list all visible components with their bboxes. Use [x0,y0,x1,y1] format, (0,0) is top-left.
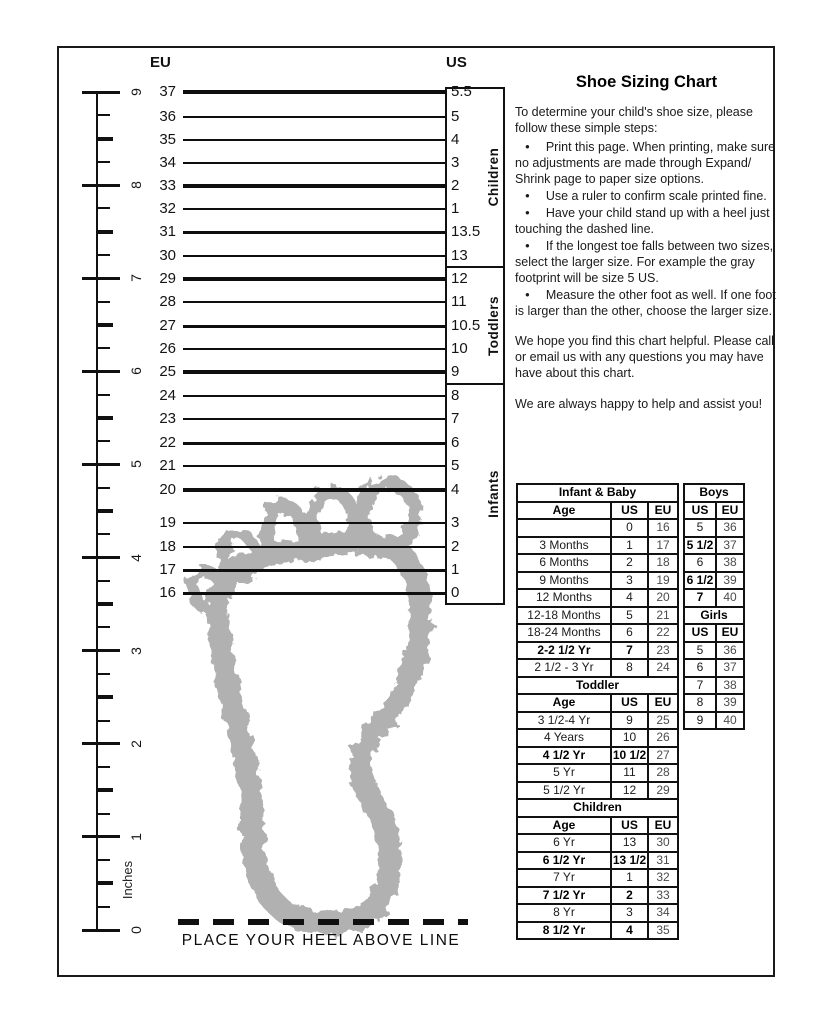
ruler-major-tick [82,742,120,745]
us-size-label: 12 [451,270,468,287]
table-row [517,659,678,677]
table-cell: 40 [716,712,744,730]
table-row [517,869,678,887]
bullet-icon: ● [525,241,530,250]
us-size-label: 10.5 [451,317,481,334]
us-size-label: 1 [451,200,460,217]
table-cell: 22 [648,624,678,642]
table-cell: 3 [611,904,648,922]
table-cell: 11 [611,764,648,782]
size-line [183,370,445,373]
ruler-half-tick [97,137,113,141]
eu-size-label: 36 [159,108,176,125]
table-cell: 8 [684,694,716,712]
eu-size-label: 18 [159,538,176,555]
size-line [183,592,445,595]
bullet-text: Have your child stand up with a heel just touching the dashed line. [515,206,770,236]
table-cell: 4 Years [517,729,611,747]
table-cell: 19 [648,572,678,590]
bullet-text: Measure the other foot as well. If one foot is larger than the other, choose the larger size. [515,288,776,318]
size-line [183,488,445,491]
table-cell: 12-18 Months [517,607,611,625]
column-header-row [517,502,678,520]
us-size-label: 5 [451,457,460,474]
column-header-cell: US [684,502,716,520]
table-cell: 27 [648,747,678,765]
ruler-quarter-tick [97,347,110,349]
table-row [517,554,678,572]
size-line [183,348,445,350]
eu-size-label: 35 [159,131,176,148]
size-line [183,546,445,548]
ruler-major-tick [82,929,120,932]
table-row [517,764,678,782]
table-cell: 6 Months [517,554,611,572]
size-line [183,139,445,141]
eu-size-label: 31 [159,223,176,240]
table-cell: 6 Yr [517,834,611,852]
us-size-label: 5 [451,108,460,125]
us-size-label: 2 [451,177,460,194]
table-cell: 30 [648,834,678,852]
ruler-half-tick [97,695,113,699]
table-cell: 12 [611,782,648,800]
size-line [183,162,445,164]
table-row [684,694,744,712]
ruler-number: 6 [128,367,144,376]
table-cell: 25 [648,712,678,730]
table-cell: 10 [611,729,648,747]
table-cell: 7 [684,589,716,607]
table-cell: 5 [684,642,716,660]
table-cell: 7 [684,677,716,695]
us-size-label: 13 [451,247,468,264]
bullet-text: Use a ruler to confirm scale printed fine. [545,189,767,203]
size-line [183,116,445,119]
table-row [517,782,678,800]
table-cell: 12 Months [517,589,611,607]
table-cell: 18-24 Months [517,624,611,642]
column-header-cell: US [611,502,648,520]
us-size-label: 0 [451,584,460,601]
size-table [683,483,745,730]
table-row [517,729,678,747]
ruler-quarter-tick [97,254,110,256]
table-cell: 28 [648,764,678,782]
us-column-header: US [446,54,467,71]
table-cell: 39 [716,572,744,590]
us-size-label: 3 [451,154,460,171]
table-cell: 20 [648,589,678,607]
size-line [183,90,445,93]
table-cell: 9 Months [517,572,611,590]
table-row [517,589,678,607]
ruler-major-tick [82,463,120,466]
closing-text-1: We hope you find this chart helpful. Please call or email us with any questions you may have have about this chart. [515,334,774,380]
eu-size-label: 25 [159,363,176,380]
ruler-quarter-tick [97,487,110,489]
table-cell: 17 [648,537,678,555]
size-line [183,569,445,572]
table-cell: 24 [648,659,678,677]
section-header-row [517,484,678,502]
heel-dashed-line [178,919,468,925]
table-cell: 40 [716,589,744,607]
table-row [517,624,678,642]
table-row [517,607,678,625]
size-line [183,208,445,210]
table-row [684,677,744,695]
eu-size-label: 33 [159,177,176,194]
column-header-cell: US [611,817,648,835]
ruler-number: 8 [128,181,144,190]
eu-size-label: 21 [159,457,176,474]
table-cell: 5 Yr [517,764,611,782]
ruler-quarter-tick [97,813,110,815]
eu-size-label: 22 [159,434,176,451]
table-cell: 26 [648,729,678,747]
table-cell: 3 [611,572,648,590]
ruler-quarter-tick [97,440,110,442]
table-cell: 3 1/2-4 Yr [517,712,611,730]
column-header-cell: EU [716,502,744,520]
size-line [183,184,445,187]
table-cell: 4 1/2 Yr [517,747,611,765]
section-header-row [517,799,678,817]
table-cell: 5 [611,607,648,625]
table-cell: 36 [716,642,744,660]
table-row [517,537,678,555]
us-box-divider [445,383,505,385]
size-line [183,325,445,328]
ruler-number: 1 [128,832,144,841]
size-line [183,465,445,468]
column-header-cell: US [611,694,648,712]
ruler-major-tick [82,370,120,373]
table-cell: 6 [684,554,716,572]
bullet-icon: ● [525,191,530,200]
table-row [684,712,744,730]
size-table [516,483,679,940]
section-header-cell: Children [517,799,678,817]
ruler-number: 2 [128,739,144,748]
table-row [684,537,744,555]
ruler-quarter-tick [97,626,110,628]
column-header-row [517,817,678,835]
table-cell: 13 1/2 [611,852,648,870]
table-cell: 38 [716,554,744,572]
table-cell: 8 [611,659,648,677]
size-line [183,522,445,524]
column-header-cell: Age [517,694,611,712]
ruler-half-tick [97,881,113,885]
ruler-half-tick [97,416,113,420]
us-size-label: 7 [451,410,460,427]
us-size-label: 10 [451,340,468,357]
table-cell: 13 [611,834,648,852]
table-cell: 37 [716,659,744,677]
table-cell: 38 [716,677,744,695]
section-header-cell: Toddler [517,677,678,695]
table-cell: 35 [648,922,678,940]
column-header-cell: US [684,624,716,642]
section-header-cell: Girls [684,607,744,625]
table-cell: 3 Months [517,537,611,555]
ruler-quarter-tick [97,533,110,535]
bullet-text: Print this page. When printing, make sure no adjustments are made through Expand/ Shrink page to paper size options. [515,140,776,186]
eu-size-label: 20 [159,481,176,498]
size-line [183,395,445,398]
table-cell: 5 1/2 [684,537,716,555]
column-header-row [517,694,678,712]
table-cell: 8 1/2 Yr [517,922,611,940]
ruler-quarter-tick [97,301,110,303]
page-title: Shoe Sizing Chart [575,73,718,91]
table-cell: 6 [684,659,716,677]
table-row [517,519,678,537]
table-cell: 16 [648,519,678,537]
table-cell: 9 [684,712,716,730]
ruler-major-tick [82,649,120,652]
column-header-cell: EU [648,694,678,712]
bullet-item [515,205,778,237]
column-header-cell: Age [517,817,611,835]
table-row [684,659,744,677]
eu-size-label: 16 [159,584,176,601]
table-cell: 1 [611,537,648,555]
ruler-major-tick [82,835,120,838]
ruler-number: 4 [128,553,144,562]
us-size-label: 4 [451,131,460,148]
eu-size-label: 30 [159,247,176,264]
ruler-quarter-tick [97,580,110,582]
eu-size-label: 26 [159,340,176,357]
table-cell: 23 [648,642,678,660]
table-cell: 2 [611,887,648,905]
size-line [183,277,445,280]
ruler-major-tick [82,277,120,280]
section-header-cell: Infant & Baby [517,484,678,502]
size-line [183,301,445,303]
ruler-number: 7 [128,274,144,283]
table-cell: 6 [611,624,648,642]
column-header-row [684,624,744,642]
table-cell: 5 1/2 Yr [517,782,611,800]
table-row [517,572,678,590]
table-row [517,834,678,852]
ruler-quarter-tick [97,207,110,209]
column-header-cell: EU [648,817,678,835]
heel-instruction-text: PLACE YOUR HEEL ABOVE LINE [181,932,461,949]
us-size-label: 8 [451,387,460,404]
us-size-label: 4 [451,481,460,498]
table-cell: 4 [611,589,648,607]
table-cell: 34 [648,904,678,922]
intro-text: To determine your child's shoe size, please follow these simple steps: [515,105,753,135]
us-size-label: 13.5 [451,223,481,240]
us-size-label: 6 [451,434,460,451]
table-cell: 9 [611,712,648,730]
table-cell: 4 [611,922,648,940]
eu-size-label: 24 [159,387,176,404]
eu-size-label: 23 [159,410,176,427]
table-cell: 18 [648,554,678,572]
column-header-cell: Age [517,502,611,520]
eu-size-label: 32 [159,200,176,217]
table-cell: 7 Yr [517,869,611,887]
table-row [684,554,744,572]
table-cell: 0 [611,519,648,537]
bullet-icon: ● [525,208,530,217]
age-group-label: Children [485,147,501,207]
table-row [517,712,678,730]
table-cell [517,519,611,537]
us-size-label: 9 [451,363,460,380]
table-cell: 7 [611,642,648,660]
ruler-unit-label: Inches [119,860,135,900]
size-line [183,255,445,257]
column-header-cell: EU [648,502,678,520]
ruler-number: 9 [128,88,144,96]
age-group-label: Toddlers [485,295,501,356]
eu-size-label: 17 [159,561,176,578]
table-row [517,904,678,922]
table-cell: 31 [648,852,678,870]
table-cell: 5 [684,519,716,537]
eu-size-label: 37 [159,83,176,100]
bullet-item [515,188,778,204]
size-table-main [516,483,679,940]
column-header-row [684,502,744,520]
us-size-label: 5.5 [451,83,472,100]
ruler-number: 0 [128,926,144,934]
table-cell: 33 [648,887,678,905]
eu-size-label: 27 [159,317,176,334]
ruler-quarter-tick [97,766,110,768]
section-header-row [684,607,744,625]
table-cell: 10 1/2 [611,747,648,765]
eu-size-label: 34 [159,154,176,171]
ruler-number: 3 [128,646,144,655]
table-row [684,519,744,537]
ruler-number: 5 [128,460,144,469]
bullet-text: If the longest toe falls between two sizes, select the larger size. For example the gray footprint will be size 5 US. [515,239,774,285]
table-cell: 7 1/2 Yr [517,887,611,905]
ruler-quarter-tick [97,720,110,722]
eu-size-label: 28 [159,293,176,310]
size-line [183,231,445,234]
ruler-major-tick [82,184,120,187]
table-cell: 2 1/2 - 3 Yr [517,659,611,677]
table-row [684,589,744,607]
table-cell: 1 [611,869,648,887]
closing-text-2: We are always happy to help and assist you! [515,397,763,411]
table-cell: 2-2 1/2 Yr [517,642,611,660]
ruler-quarter-tick [97,906,110,908]
ruler-half-tick [97,509,113,513]
table-cell: 6 1/2 Yr [517,852,611,870]
bullet-icon: ● [525,142,530,151]
table-row [517,747,678,765]
ruler-quarter-tick [97,673,110,675]
section-header-row [517,677,678,695]
eu-size-label: 29 [159,270,176,287]
size-table-side [683,483,745,730]
table-cell: 2 [611,554,648,572]
instructions-panel [515,74,778,412]
us-size-label: 3 [451,514,460,531]
ruler-half-tick [97,323,113,327]
eu-size-label: 19 [159,514,176,531]
bullet-icon: ● [525,290,530,299]
section-header-cell: Boys [684,484,744,502]
ruler-major-tick [82,91,120,94]
table-cell: 37 [716,537,744,555]
ruler-quarter-tick [97,859,110,861]
ruler-quarter-tick [97,394,110,396]
table-row [517,922,678,940]
bullet-item [515,287,778,319]
us-size-label: 2 [451,538,460,555]
bullet-item [515,139,778,187]
bullet-list [515,139,778,319]
ruler-half-tick [97,602,113,606]
bullet-item [515,238,778,286]
ruler-major-tick [82,556,120,559]
ruler-quarter-tick [97,114,110,116]
table-row [684,642,744,660]
ruler-half-tick [97,788,113,792]
table-cell: 29 [648,782,678,800]
size-line [183,418,445,420]
table-row [517,642,678,660]
table-cell: 32 [648,869,678,887]
eu-column-header: EU [150,54,171,71]
column-header-cell: EU [716,624,744,642]
ruler-quarter-tick [97,161,110,163]
table-cell: 36 [716,519,744,537]
table-cell: 8 Yr [517,904,611,922]
us-box-divider [445,266,505,268]
section-header-row [684,484,744,502]
us-size-label: 11 [451,293,467,310]
table-row [684,572,744,590]
us-size-label: 1 [451,561,460,578]
table-cell: 39 [716,694,744,712]
table-cell: 21 [648,607,678,625]
table-row [517,887,678,905]
ruler-half-tick [97,230,113,234]
table-row [517,852,678,870]
age-group-label: Infants [485,469,501,518]
size-line [183,442,445,445]
table-cell: 6 1/2 [684,572,716,590]
